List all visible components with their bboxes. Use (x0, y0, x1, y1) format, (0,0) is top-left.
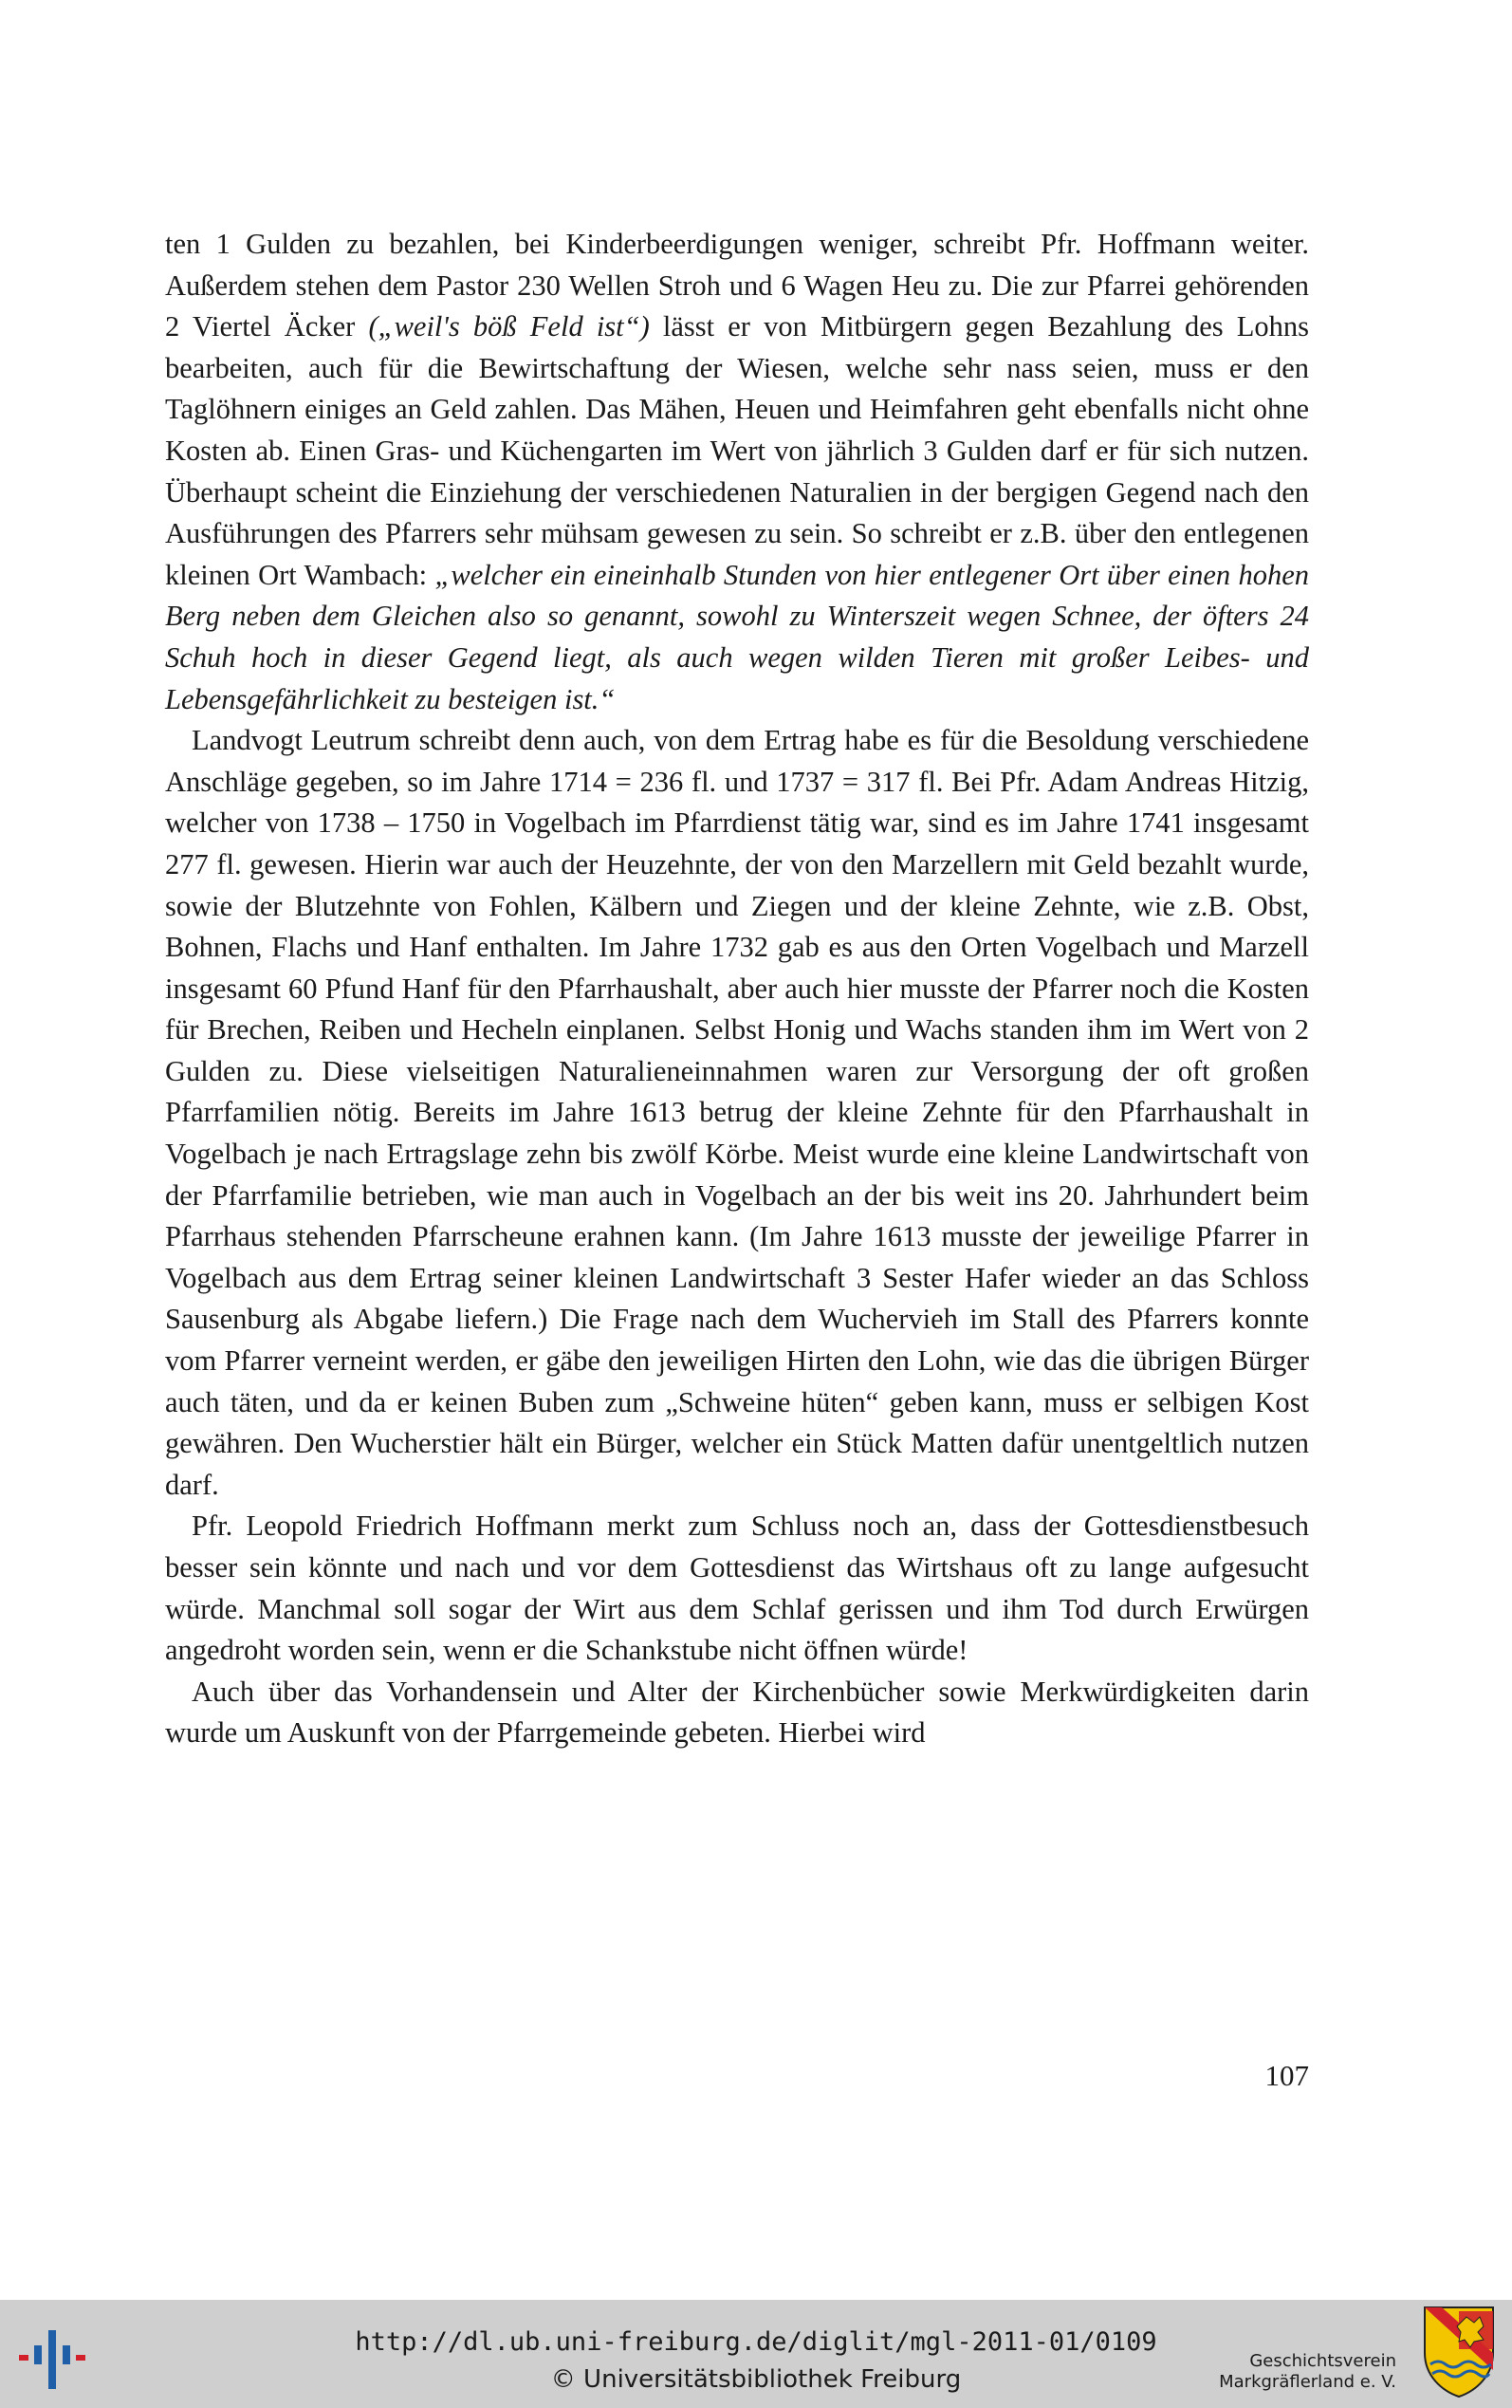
society-name (1176, 2351, 1396, 2393)
italic-quote: „welcher ein eineinhalb Stunden von hier entlegener Ort über einen hohen Berg neben dem Gleichen also so genannt, sowohl zu Winterszeit wegen Schnee, der öfters 24 Schuh hoch in dieser Gegend liegt, als auch wegen wilden Tieren mit großer Leibes- und Lebensgefährlichkeit zu besteigen ist.“ (165, 558, 1309, 715)
text-span: Landvogt Leutrum schreibt denn auch, von dem Ertrag habe es für die Besoldung verschiedene Anschläge gegeben, so im Jahre 1714 = 236 fl. und 1737 = 317 fl. Bei Pfr. Adam Andreas Hitzig, welcher von 1738 – 1750 in Vogelbach im Pfarrdienst tätig war, sind es im Jahre 1741 insgesamt 277 fl. gewesen. Hierin war auch der Heuzehnte, der von den Marzellern mit Geld bezahlt wurde, sowie der Blutzehnte von Fohlen, Kälbern und Ziegen und der kleine Zehnte, wie z.B. Obst, Bohnen, Flachs und Hanf enthalten. Im Jahre 1732 gab es aus den Orten Vogelbach und Marzell insgesamt 60 Pfund Hanf für den Pfarrhaushalt, aber auch hier musste der Pfarrer noch die Kosten für Brechen, Reiben und Hecheln einplanen. Selbst Honig und Wachs standen ihm im Wert von 2 Gulden zu. Diese vielseitigen Naturalieneinnahmen waren zur Versorgung der oft großen Pfarrfamilien nötig. Bereits im Jahre 1613 betrug der kleine Zehnte für den Pfarrhaushalt in Vogelbach je nach Ertragslage zehn bis zwölf Körbe. Meist wurde eine kleine Landwirtschaft von der Pfarrfamilie betrieben, wie man auch in Vogelbach an der bis weit ins 20. Jahrhundert beim Pfarrhaus stehenden Pfarrscheune erahnen kann. (Im Jahre 1613 musste der jeweilige Pfarrer in Vogelbach aus dem Ertrag seiner kleinen Landwirtschaft 3 Sester Hafer wieder an das Schloss Sausenburg als Abgabe liefern.) Die Frage nach dem Wuchervieh im Stall des Pfarrers konnte vom Pfarrer verneint werden, er gäbe den jeweiligen Hirten den Lohn, wie das die übrigen Bürger auch täten, und da er keinen Buben zum „Schweine hüten“ geben kann, muss er selbigen Kost gewähren. Den Wucherstier hält ein Bürger, welcher ein Stück Matten dafür unentgeltlich nutzen darf. (165, 724, 1309, 1501)
text-span: lässt er von Mitbürgern gegen Bezahlung des Lohns bearbeiten, auch für die Bewirtschaftung der Wiesen, welche sehr nass seien, muss er den Taglöhnern einiges an Geld zahlen. Das Mähen, Heuen und Heimfahren geht ebenfalls nicht ohne Kosten ab. Einen Gras- und Küchengarten im Wert von jährlich 3 Gulden darf er für sich nutzen. Überhaupt scheint die Einziehung der verschiedenen Naturalien in der bergigen Gegend nach den Ausführungen des Pfarrers sehr mühsam gewesen zu sein. So schreibt er z.B. über den entlegenen kleinen Ort Wambach: (165, 310, 1309, 591)
text-span: Pfr. Leopold Friedrich Hoffmann merkt zum Schluss noch an, dass der Gottesdienstbesuch besser sein könnte und nach und vor dem Gottesdienst das Wirtshaus oft zu lange aufgesucht würde. Manchmal soll sogar der Wirt aus dem Schlaf gerissen und ihm Tod durch Erwürgen angedroht worden sein, wenn er die Schankstube nicht öffnen würde! (165, 1510, 1309, 1667)
paragraph (165, 224, 1309, 720)
footer-url-link[interactable]: http://dl.ub.uni-freiburg.de/diglit/mgl-2011-01/0109 (355, 2327, 1157, 2357)
paragraph (165, 1672, 1309, 1754)
paragraph (165, 720, 1309, 1506)
text-span: Auch über das Vorhandensein und Alter der Kirchenbücher sowie Merkwürdigkeiten darin wurde um Auskunft von der Pfarrgemeinde gebeten. Hierbei wird (165, 1675, 1309, 1750)
italic-quote: („weil's böß Feld ist“) (368, 310, 650, 343)
society-name-line2: Markgräflerland e. V. (1219, 2372, 1396, 2392)
page-body (165, 224, 1309, 1754)
text-span: ten 1 Gulden zu bezahlen, bei Kinderbeerdigungen weniger, schreibt Pfr. Hoffmann weiter. Außerdem stehen dem Pastor 230 Wellen Stroh und 6 Wagen Heu zu. Die zur Pfarrei gehörenden 2 Viertel Äcker (165, 228, 1309, 343)
coat-of-arms-icon (1421, 2304, 1497, 2399)
society-name-line1: Geschichtsverein (1249, 2351, 1396, 2371)
footer-copyright: © Universitätsbibliothek Freiburg (550, 2365, 962, 2394)
page-number: 107 (1264, 2059, 1309, 2092)
paragraph (165, 1506, 1309, 1671)
